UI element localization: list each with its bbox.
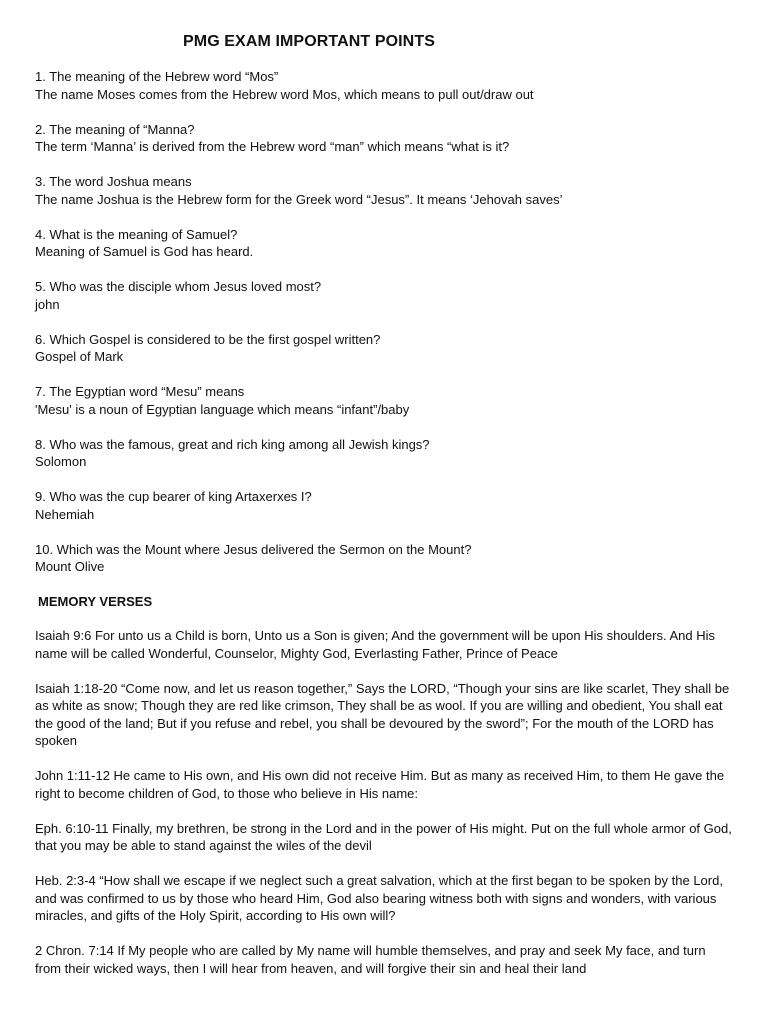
answer-5: john: [35, 296, 60, 312]
answer-10: Mount Olive: [35, 559, 105, 574]
question-3: 3. The word Joshua means: [35, 174, 192, 189]
qa-item-2: [35, 121, 728, 156]
question-6: 6. Which Gospel is considered to be the first gospel written?: [35, 331, 381, 347]
qa-item-4: [35, 226, 728, 261]
qa-item-3: [35, 173, 728, 208]
qa-item-8: [35, 436, 728, 471]
memory-verses-list: [35, 627, 732, 977]
answer-2: The term ‘Manna’ is derived from the Hebrew word “man” which means “what is it?: [35, 139, 510, 154]
question-8: 8. Who was the famous, great and rich king among all Jewish kings?: [35, 436, 430, 452]
page-title: PMG EXAM IMPORTANT POINTS: [183, 33, 435, 50]
qa-item-7: [35, 383, 728, 418]
memory-verses-heading: MEMORY VERSES: [38, 594, 153, 609]
verse-heb-2-3: Heb. 2:3-4 “How shall we escape if we neglect such a great salvation, which at the first began to be spoken by the Lord, and was confirmed to us by those who heard Him, God also bearing witness both with signs and wonders, with various miracles, and gifts of the Holy Spirit, according to His own will?: [35, 873, 723, 923]
qa-item-6: [35, 331, 728, 366]
question-10: 10. Which was the Mount where Jesus delivered the Sermon on the Mount?: [35, 541, 472, 557]
question-2: 2. The meaning of “Manna?: [35, 121, 195, 137]
question-9: 9. Who was the cup bearer of king Artaxerxes I?: [35, 489, 312, 504]
answer-7: 'Mesu' is a noun of Egyptian language which means “infant”/baby: [35, 401, 410, 417]
question-1: 1. The meaning of the Hebrew word “Mos”: [35, 69, 279, 84]
verse-isaiah-1-18: Isaiah 1:18-20 “Come now, and let us reason together,” Says the LORD, “Though your sins are like scarlet, They shall be as white as snow; Though they are red like crimson, They shall be as wool. If you are willing and obedient, You shall eat the good of the land; But if you refuse and rebel, you shall be devoured by the sword”; For the mouth of the LORD has spoken: [35, 680, 730, 748]
question-5: 5. Who was the disciple whom Jesus loved most?: [35, 279, 322, 294]
verse-2-chron-7-14: 2 Chron. 7:14 If My people who are called by My name will humble themselves, and pray and seek My face, and turn from their wicked ways, then I will hear from heaven, and will forgive their sin and heal their land: [35, 943, 706, 976]
qa-item-5: [35, 278, 728, 313]
answer-3: The name Joshua is the Hebrew form for the Greek word “Jesus”. It means ‘Jehovah saves’: [35, 191, 563, 207]
qa-item-9: [35, 488, 728, 523]
qa-item-1: [35, 68, 728, 103]
qa-list: [35, 68, 728, 576]
answer-1: The name Moses comes from the Hebrew word Mos, which means to pull out/draw out: [35, 86, 534, 102]
verse-isaiah-9-6: Isaiah 9:6 For unto us a Child is born, Unto us a Son is given; And the government will be upon His shoulders. And His name will be called Wonderful, Counselor, Mighty God, Everlasting Father, Prince of Peace: [35, 628, 715, 661]
question-7: 7. The Egyptian word “Mesu” means: [35, 384, 245, 399]
verse-john-1-11: John 1:11-12 He came to His own, and His own did not receive Him. But as many as received Him, to them He gave the right to become children of God, to those who believe in His name:: [35, 768, 725, 801]
answer-8: Solomon: [35, 454, 87, 469]
answer-4: Meaning of Samuel is God has heard.: [35, 244, 254, 259]
answer-9: Nehemiah: [35, 506, 95, 522]
answer-6: Gospel of Mark: [35, 349, 124, 364]
qa-item-10: [35, 541, 728, 576]
verse-eph-6-10: Eph. 6:10-11 Finally, my brethren, be strong in the Lord and in the power of His might. Put on the full whole armor of God, that you may be able to stand against the wiles of the devil: [35, 820, 732, 853]
question-4: 4. What is the meaning of Samuel?: [35, 226, 238, 242]
